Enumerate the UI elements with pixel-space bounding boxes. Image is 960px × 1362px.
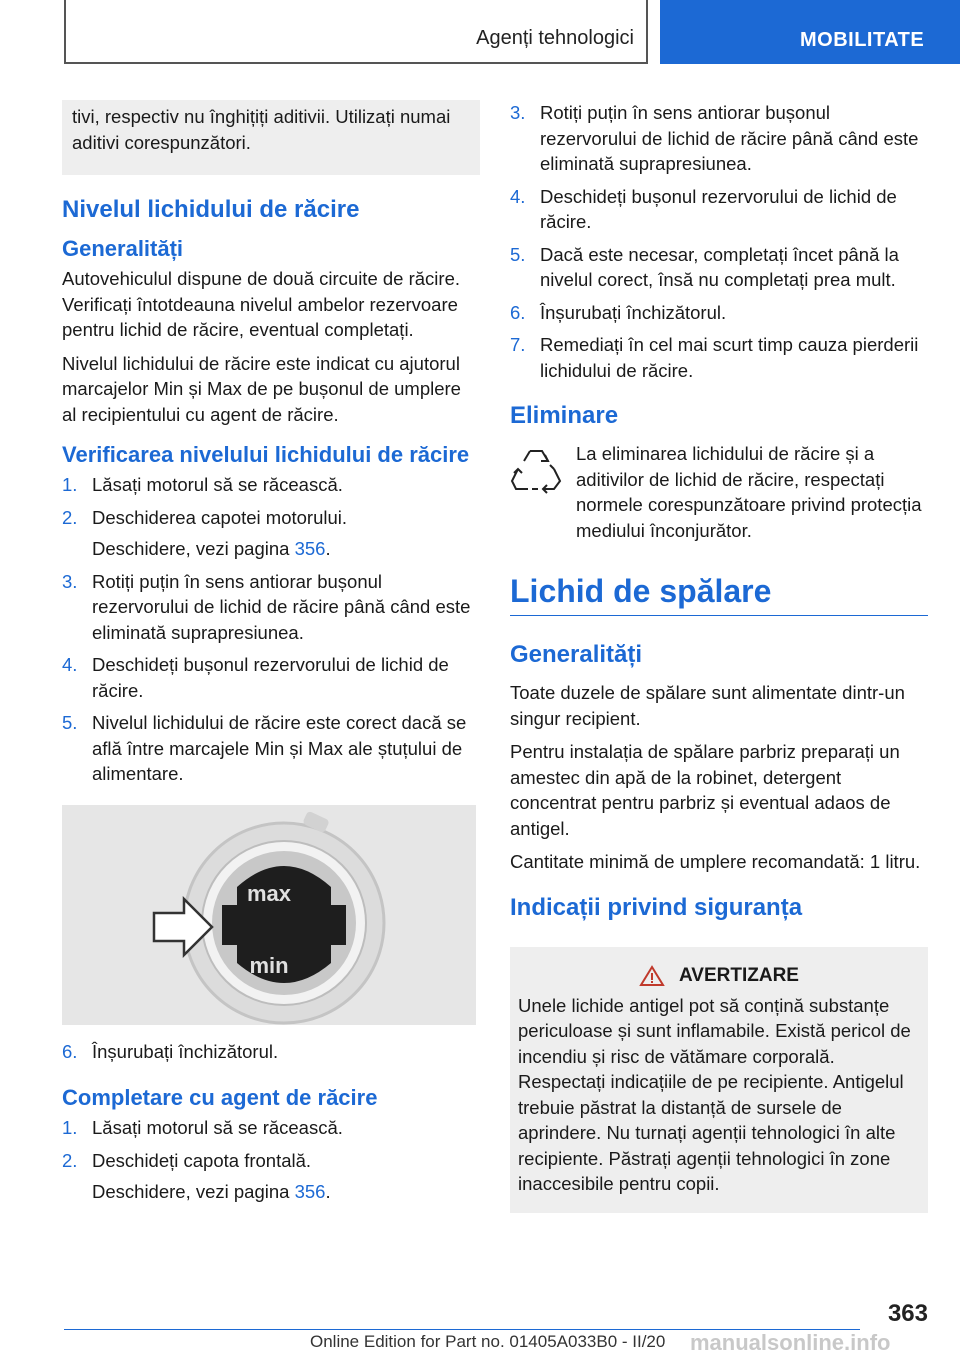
note-box (62, 100, 480, 175)
cap-max-mark: max (246, 880, 292, 906)
list-item: 2. Deschideți capota frontală. Deschidere, vezi pagina 356. (62, 1148, 480, 1205)
page-reference: Deschidere, vezi pagina 356. (92, 538, 331, 559)
right-column (510, 100, 928, 1213)
list-item: 1. Lăsați motorul să se răcească. (62, 474, 343, 495)
list-item: 1. Lăsați motorul să se răcească. (62, 1117, 343, 1138)
washer-fluid-heading: Lichid de spălare (510, 571, 928, 616)
header-section-title: Agenți tehnologici (476, 27, 634, 49)
note-text: tivi, respectiv nu înghițiți aditivii. Utilizați numai aditivi corespunzători. (72, 106, 451, 153)
list-item: 4. Deschideți bușonul rezervorului de lichid de răcire. (510, 185, 897, 232)
coolant-cap-svg (62, 805, 476, 1025)
recycle-icon (510, 443, 562, 495)
washer-general-heading: Generalități (510, 641, 643, 668)
check-level-heading: Verificarea nivelului lichidului de răcire (62, 442, 470, 467)
washer-general-p1: Toate duzele de spălare sunt alimentate dintr-un singur recipient. (510, 682, 905, 729)
check-steps-list (62, 472, 480, 787)
warning-text: Unele lichide antigel pot să conțină substanțe periculoase și sunt inflamabile. Există pericol de incendiu și risc de vătămare corporală. Respectați indicațiile de pe recipiente. Antigelul trebuie păstrat la distanță de sursele de aprindere. Nu turnați agenții tehnologici în alte recipiente. Păstrați agenții tehnologici în zone inaccesibile pentru copii. (518, 994, 911, 1194)
list-item: 5. Dacă este necesar, completați încet până la nivelul corect, însă nu completați prea mult. (510, 243, 899, 290)
check-step6-list (62, 1039, 480, 1065)
safety-heading: Indicații privind siguranța (510, 893, 803, 921)
list-item: 6. Înșurubați închizătorul. (62, 1040, 279, 1062)
page-reference: Deschidere, vezi pagina 356. (92, 1181, 331, 1202)
header-chapter-title: MOBILITATE (800, 29, 925, 51)
coolant-cap-illustration (62, 805, 476, 1025)
disposal-text: La eliminarea lichidului de răcire și a aditivilor de lichid de răcire, respectați normele corespunzătoare privind protecția mediului înconjurător. (576, 443, 922, 541)
warning-header (518, 965, 920, 987)
page-link[interactable]: 356 (294, 1181, 326, 1202)
warning-triangle-icon (639, 965, 665, 987)
watermark: manualsonline.info (690, 1330, 891, 1355)
left-column (62, 100, 480, 1212)
fill-steps-continued (510, 100, 928, 383)
coolant-general-p1: Autovehiculul dispune de două circuite de răcire. Verificați întotdeauna nivelul ambelor rezervoare pentru lichid de răcire, eventual completați. (62, 268, 460, 340)
warning-box (510, 947, 928, 1213)
fill-steps-list (62, 1115, 480, 1205)
list-item: 5. Nivelul lichidului de răcire este corect dacă se află între marcajele Min și Max ale ștuțului de alimentare. (62, 712, 467, 784)
list-item: 2. Deschiderea capotei motorului. Deschidere, vezi pagina 356. (62, 505, 480, 562)
list-item: 3. Rotiți puțin în sens antiorar bușonul rezervorului de lichid de răcire până când este eliminată suprapresiunea. (510, 102, 919, 174)
washer-general-p3: Cantitate minimă de umplere recomandată: 1 litru. (510, 851, 921, 872)
warning-title: AVERTIZARE (679, 964, 799, 986)
washer-general-p2: Pentru instalația de spălare parbriz preparați un amestec din apă de la robinet, detergent concentrat pentru parbriz și eventual adaos de antigel. (510, 741, 900, 839)
footer-edition: Online Edition for Part no. 01405A033B0 - II/20 (310, 1332, 666, 1351)
fill-coolant-heading: Completare cu agent de răcire (62, 1085, 378, 1110)
list-item: 4. Deschideți bușonul rezervorului de lichid de răcire. (62, 654, 449, 701)
list-item: 6. Înșurubați închizătorul. (510, 301, 727, 323)
coolant-general-heading: Generalități (62, 236, 184, 261)
disposal-block (510, 441, 928, 543)
coolant-general-p2: Nivelul lichidului de răcire este indicat cu ajutorul marcajelor Min și Max de pe bușonul de umplere al recipientului cu agent de răcire. (62, 352, 461, 425)
page-link[interactable]: 356 (294, 538, 326, 559)
list-item: 3. Rotiți puțin în sens antiorar bușonul rezervorului de lichid de răcire până când este eliminată suprapresiunea. (62, 570, 471, 643)
page-number: 363 (887, 1300, 928, 1327)
disposal-heading: Eliminare (510, 402, 619, 429)
coolant-level-heading: Nivelul lichidului de răcire (62, 196, 360, 223)
header-chapter-tab (660, 0, 960, 64)
list-item: 7. Remediați în cel mai scurt timp cauza pierderii lichidului de răcire. (510, 334, 919, 381)
cap-min-mark: min (249, 952, 289, 978)
header-section-tab (64, 0, 648, 64)
